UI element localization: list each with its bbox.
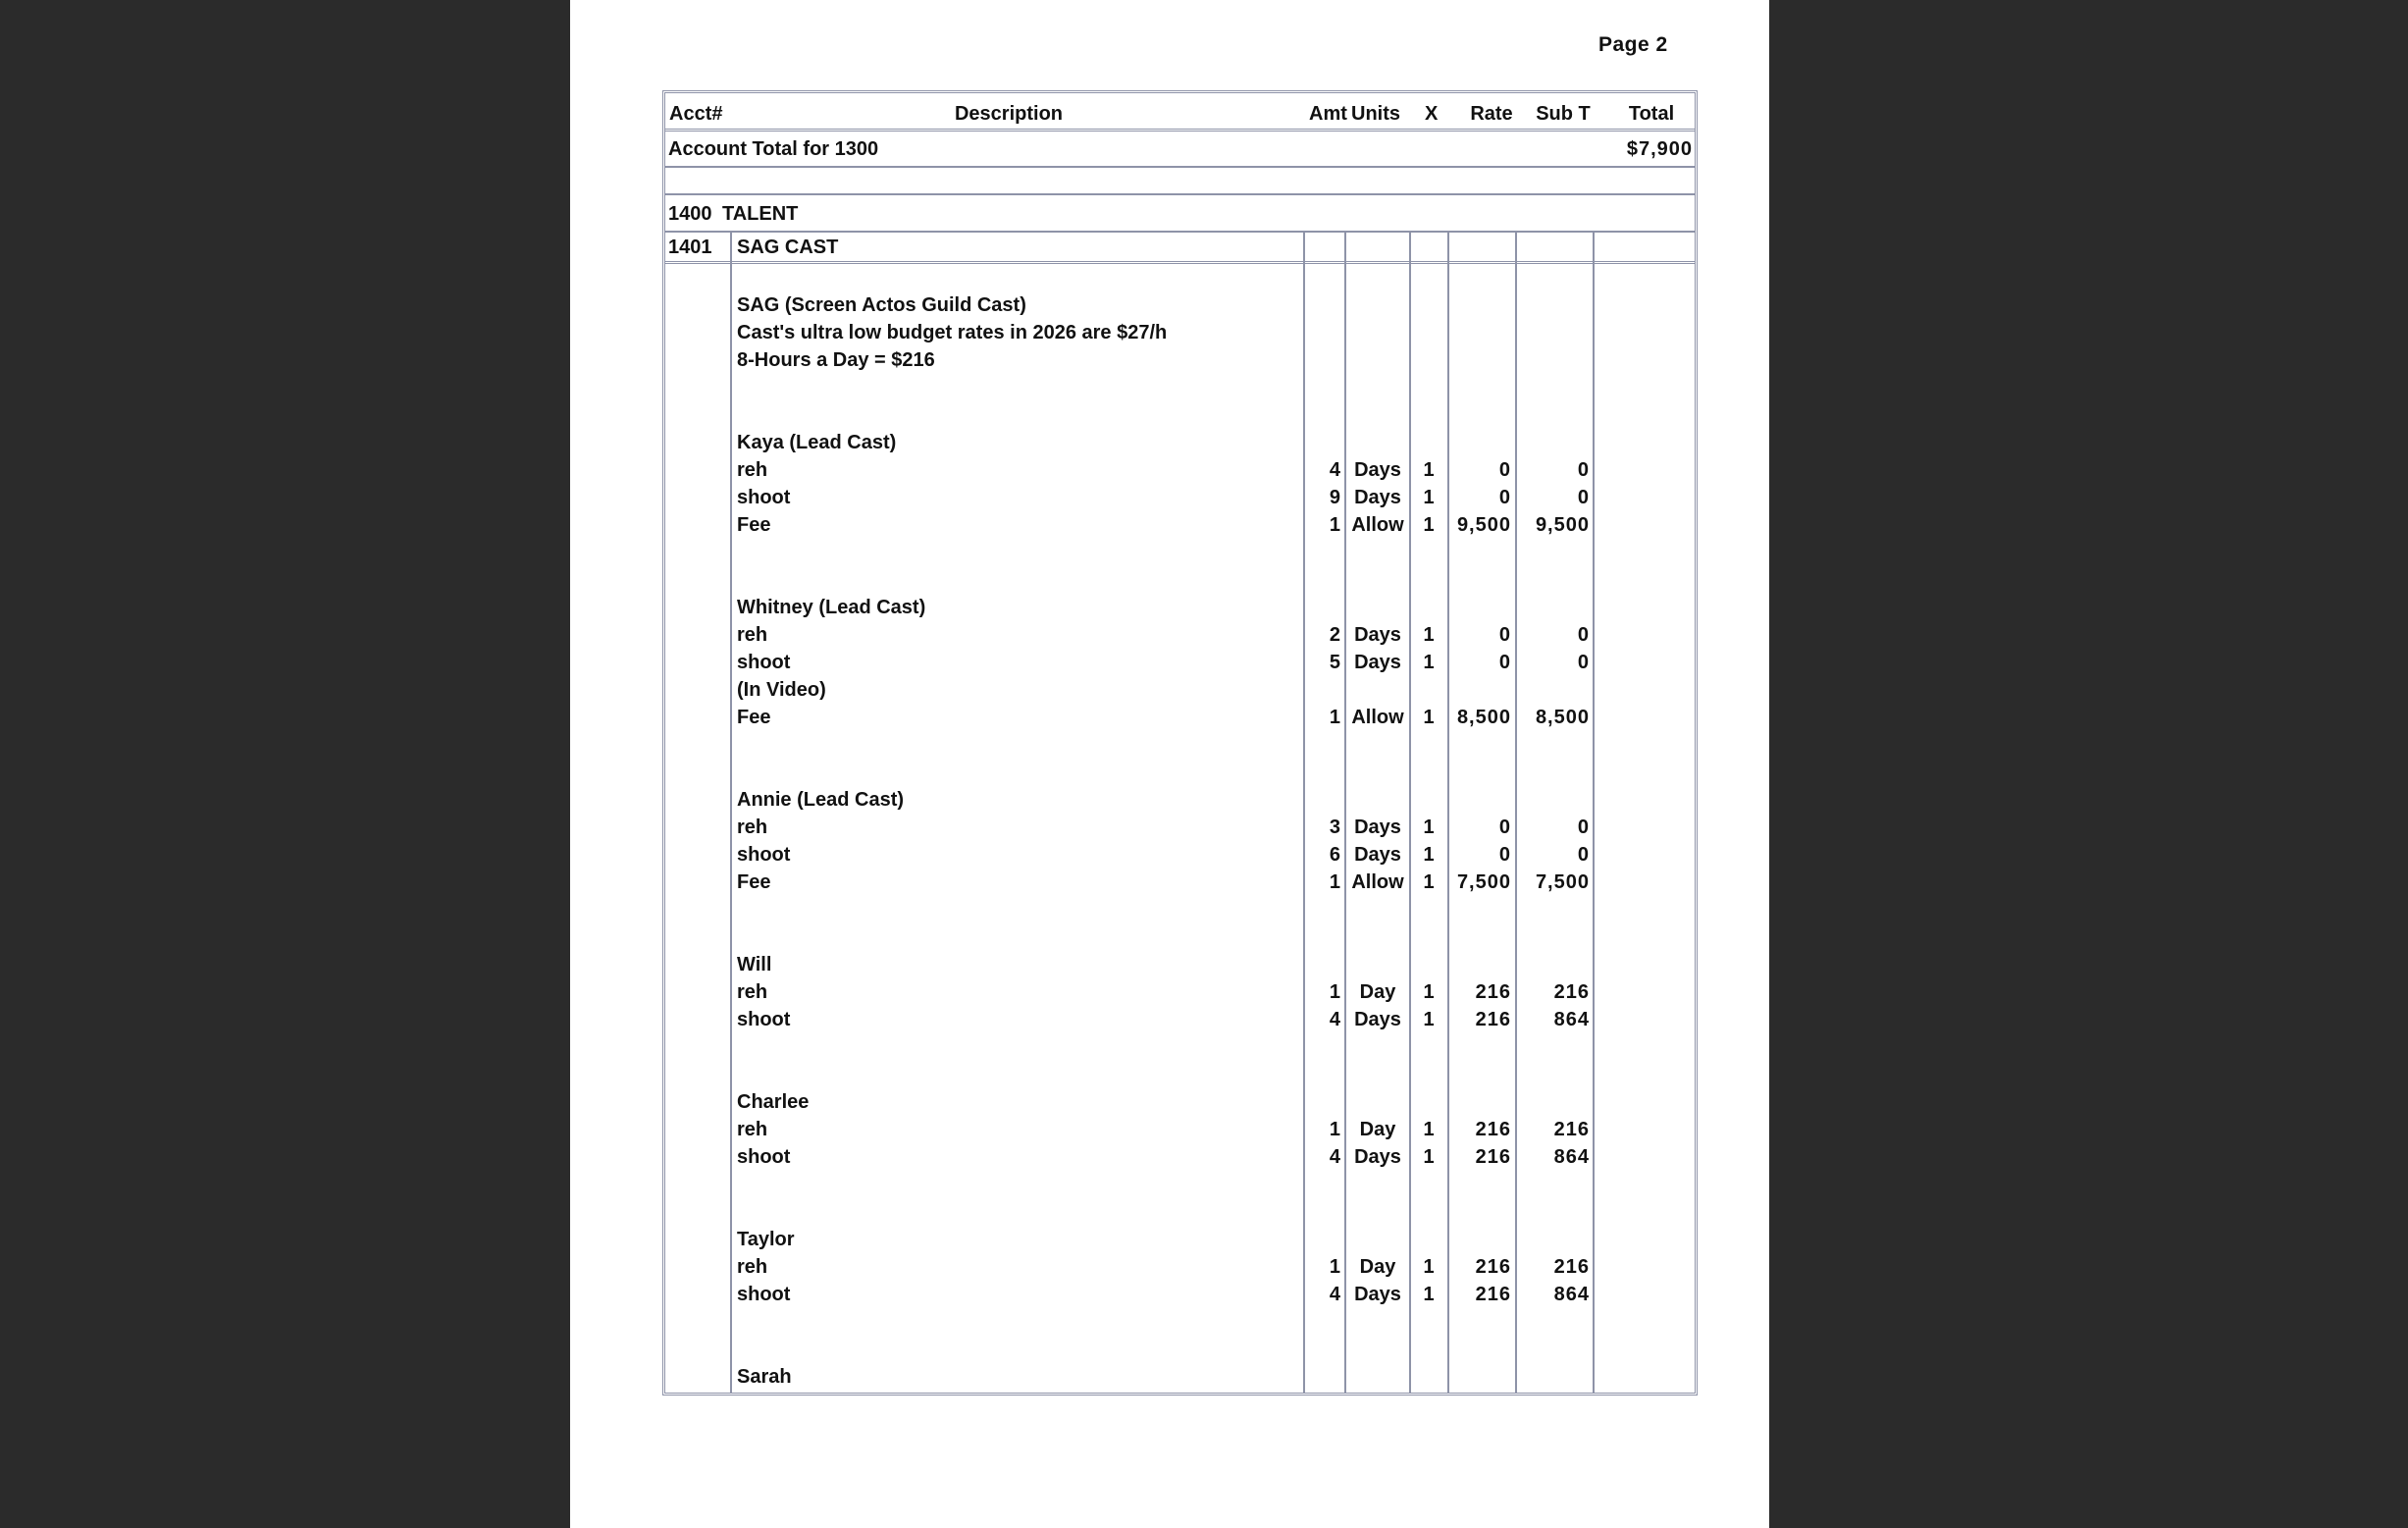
line-description: Fee [737, 871, 771, 893]
divider [665, 231, 1695, 233]
line-units: Days [1354, 1284, 1401, 1305]
line-amt: 1 [1329, 1119, 1340, 1140]
divider [665, 193, 1695, 195]
line-subt: 0 [1577, 652, 1590, 673]
line-subt: 216 [1553, 1119, 1590, 1140]
budget-table [662, 90, 1698, 1396]
line-subt: 864 [1553, 1146, 1590, 1168]
line-subt: 864 [1553, 1009, 1590, 1030]
line-x: 1 [1423, 1009, 1435, 1030]
line-units: Day [1359, 1119, 1396, 1140]
line-units: Days [1354, 817, 1401, 838]
line-description: shoot [737, 1009, 791, 1030]
line-amt: 4 [1329, 1284, 1340, 1305]
line-x: 1 [1423, 487, 1435, 508]
line-rate: 0 [1498, 817, 1511, 838]
line-rate: 0 [1498, 652, 1511, 673]
line-units: Days [1354, 844, 1401, 866]
line-description: shoot [737, 1284, 791, 1305]
col-header-amt: Amt [1309, 103, 1347, 125]
line-description: Will [737, 954, 772, 975]
line-x: 1 [1423, 981, 1435, 1003]
line-x: 1 [1423, 459, 1435, 481]
line-rate: 0 [1498, 624, 1511, 646]
divider [665, 166, 1695, 168]
line-description: shoot [737, 652, 791, 673]
line-description: reh [737, 1119, 768, 1140]
line-x: 1 [1423, 1146, 1435, 1168]
line-units: Day [1359, 981, 1396, 1003]
line-description: Whitney (Lead Cast) [737, 597, 926, 618]
line-amt: 1 [1329, 981, 1340, 1003]
line-subt: 216 [1553, 981, 1590, 1003]
line-rate: 0 [1498, 844, 1511, 866]
line-amt: 9 [1329, 487, 1340, 508]
line-x: 1 [1423, 871, 1435, 893]
line-description: reh [737, 459, 768, 481]
line-amt: 6 [1329, 844, 1340, 866]
col-header-description: Description [954, 103, 1064, 125]
line-units: Allow [1351, 707, 1404, 728]
line-description: (In Video) [737, 679, 826, 701]
line-description: reh [737, 817, 768, 838]
line-subt: 9,500 [1535, 514, 1590, 536]
line-units: Allow [1351, 871, 1404, 893]
line-amt: 4 [1329, 459, 1340, 481]
col-header-subt: Sub T [1536, 103, 1591, 125]
line-subt: 0 [1577, 624, 1590, 646]
line-units: Days [1354, 487, 1401, 508]
line-x: 1 [1423, 817, 1435, 838]
line-rate: 216 [1475, 1146, 1511, 1168]
col-header-x: X [1425, 103, 1439, 125]
col-header-units: Units [1351, 103, 1400, 125]
line-rate: 8,500 [1456, 707, 1511, 728]
line-amt: 1 [1329, 707, 1340, 728]
line-x: 1 [1423, 514, 1435, 536]
divider [665, 129, 1695, 132]
line-units: Days [1354, 459, 1401, 481]
line-amt: 4 [1329, 1009, 1340, 1030]
line-x: 1 [1423, 1284, 1435, 1305]
line-rate: 216 [1475, 1256, 1511, 1278]
line-rate: 216 [1475, 1284, 1511, 1305]
line-rate: 9,500 [1456, 514, 1511, 536]
line-rate: 0 [1498, 459, 1511, 481]
column-rule [1447, 231, 1449, 1393]
line-x: 1 [1423, 1256, 1435, 1278]
column-rule [730, 231, 732, 1393]
line-units: Day [1359, 1256, 1396, 1278]
line-description: Fee [737, 707, 771, 728]
line-subt: 864 [1553, 1284, 1590, 1305]
divider [665, 261, 1695, 264]
line-units: Days [1354, 652, 1401, 673]
column-rule [1303, 231, 1305, 1393]
line-description: Annie (Lead Cast) [737, 789, 905, 811]
line-description: Fee [737, 514, 771, 536]
account-code: 1401 [668, 237, 712, 258]
line-subt: 0 [1577, 817, 1590, 838]
account-total-label: Account Total for 1300 [668, 138, 879, 160]
line-description: reh [737, 624, 768, 646]
column-rule [1409, 231, 1411, 1393]
line-subt: 8,500 [1535, 707, 1590, 728]
document-page [570, 0, 1769, 1528]
col-header-total: Total [1628, 103, 1675, 125]
line-amt: 1 [1329, 871, 1340, 893]
line-description: shoot [737, 844, 791, 866]
line-subt: 0 [1577, 459, 1590, 481]
account-name: SAG CAST [737, 237, 839, 258]
line-x: 1 [1423, 707, 1435, 728]
line-rate: 7,500 [1456, 871, 1511, 893]
line-rate: 216 [1475, 1119, 1511, 1140]
line-amt: 4 [1329, 1146, 1340, 1168]
line-rate: 216 [1475, 981, 1511, 1003]
line-description: Kaya (Lead Cast) [737, 432, 897, 453]
line-description: reh [737, 1256, 768, 1278]
line-amt: 2 [1329, 624, 1340, 646]
line-x: 1 [1423, 844, 1435, 866]
line-rate: 216 [1475, 1009, 1511, 1030]
line-description: Taylor [737, 1229, 795, 1250]
col-header-rate: Rate [1470, 103, 1513, 125]
line-subt: 0 [1577, 487, 1590, 508]
column-rule [1515, 231, 1517, 1393]
section-code: 1400 [668, 203, 712, 225]
line-units: Days [1354, 1146, 1401, 1168]
line-x: 1 [1423, 1119, 1435, 1140]
account-total-value: $7,900 [1626, 138, 1693, 160]
line-description: shoot [737, 1146, 791, 1168]
line-amt: 1 [1329, 1256, 1340, 1278]
line-description: shoot [737, 487, 791, 508]
line-x: 1 [1423, 652, 1435, 673]
line-description: Charlee [737, 1091, 810, 1113]
line-rate: 0 [1498, 487, 1511, 508]
line-amt: 5 [1329, 652, 1340, 673]
line-subt: 216 [1553, 1256, 1590, 1278]
column-rule [1593, 231, 1595, 1393]
note-line: 8-Hours a Day = $216 [737, 349, 935, 371]
section-name: TALENT [722, 203, 799, 225]
line-x: 1 [1423, 624, 1435, 646]
note-line: SAG (Screen Actos Guild Cast) [737, 294, 1026, 316]
line-units: Days [1354, 624, 1401, 646]
note-line: Cast's ultra low budget rates in 2026 are $27/h [737, 322, 1168, 343]
line-units: Allow [1351, 514, 1404, 536]
page-number: Page 2 [1598, 33, 1668, 56]
col-header-acct: Acct# [669, 103, 723, 125]
line-subt: 7,500 [1535, 871, 1590, 893]
line-description: Sarah [737, 1366, 792, 1388]
line-units: Days [1354, 1009, 1401, 1030]
line-amt: 3 [1329, 817, 1340, 838]
line-description: reh [737, 981, 768, 1003]
line-subt: 0 [1577, 844, 1590, 866]
line-amt: 1 [1329, 514, 1340, 536]
column-rule [1344, 231, 1346, 1393]
